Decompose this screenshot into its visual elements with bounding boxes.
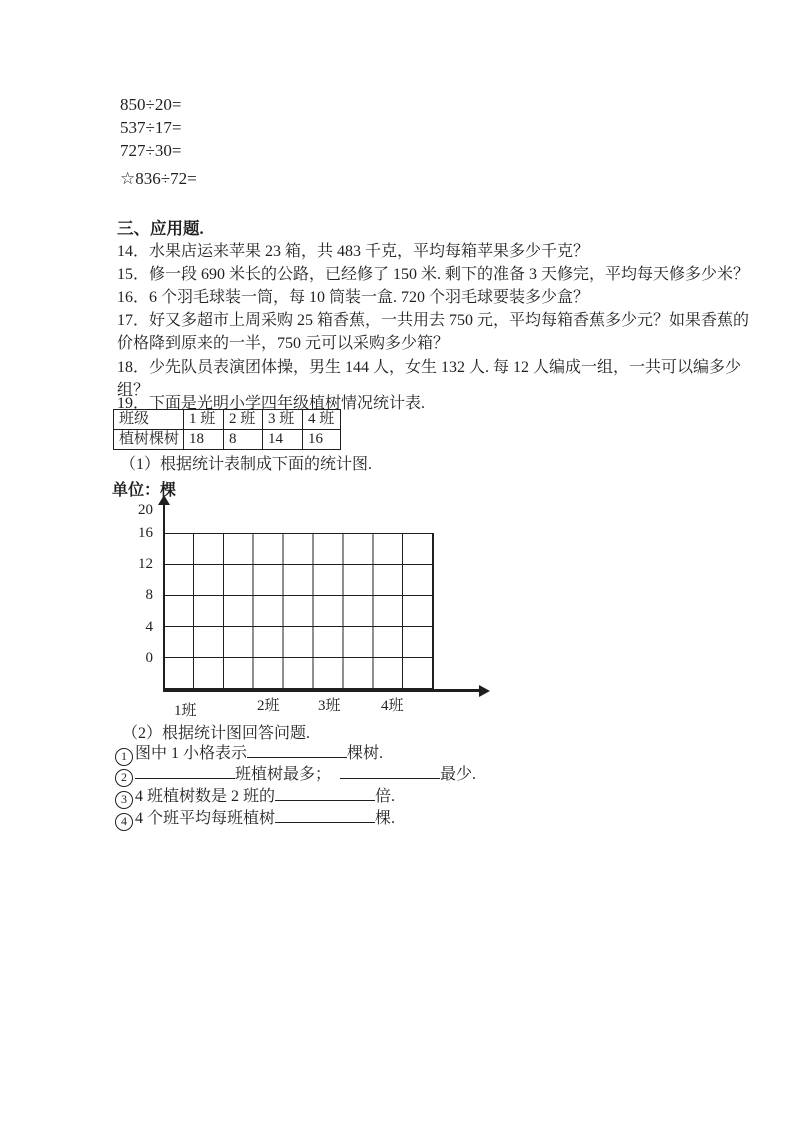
- circled-number-icon: 3: [115, 791, 133, 809]
- tree-planting-table: [113, 409, 341, 450]
- table-cell: 1 班: [184, 410, 224, 430]
- y-tick-8: 8: [145, 587, 153, 603]
- table-cell: 8: [224, 430, 263, 450]
- x-axis-arrow-icon: [479, 685, 490, 697]
- question-4-suffix: 棵.: [375, 810, 396, 827]
- x-axis: [163, 689, 480, 692]
- circled-number-icon: 1: [115, 748, 133, 766]
- y-tick-20: 20: [138, 502, 153, 518]
- table-cell: 植树棵树: [114, 430, 184, 450]
- x-label-class1: 1班: [174, 703, 197, 719]
- answer-blank: [275, 808, 375, 823]
- problem-19: 19．下面是光明小学四年级植树情况统计表.: [117, 395, 426, 412]
- table-data-row: [114, 430, 341, 450]
- circled-number-icon: 2: [115, 769, 133, 787]
- problem-18-line1: 18．少先队员表演团体操，男生 144 人，女生 132 人. 每 12 人编成一组，一共可以编多少: [117, 359, 742, 376]
- equation-1: 850÷20=: [120, 95, 182, 114]
- question-3: [115, 785, 395, 809]
- question-4: [115, 807, 395, 831]
- question-1-text: 图中 1 小格表示: [135, 745, 248, 762]
- answer-blank: [340, 764, 440, 779]
- y-tick-12: 12: [138, 556, 153, 572]
- problem-14: 14．水果店运来苹果 23 箱，共 483 千克，平均每箱苹果多少千克？: [117, 243, 590, 260]
- table-cell: 4 班: [303, 410, 341, 430]
- question-2-suffix: 最少.: [440, 766, 477, 783]
- problem-17-line2: 价格降到原来的一半，750 元可以采购多少箱？: [117, 335, 450, 352]
- table-cell: 16: [303, 430, 341, 450]
- answer-blank: [275, 786, 375, 801]
- problem-16: 16．6 个羽毛球装一筒，每 10 筒装一盒. 720 个羽毛球要装多少盒？: [117, 289, 590, 306]
- question-4-text: 4 个班平均每班植树: [135, 810, 276, 827]
- equation-list: [120, 93, 181, 162]
- question-2: [115, 763, 476, 787]
- chart-grid: [163, 533, 434, 690]
- table-header-row: [114, 410, 341, 430]
- y-tick-4: 4: [145, 619, 153, 635]
- question-3-suffix: 倍.: [375, 788, 396, 805]
- question-2-text: 班植树最多；: [235, 766, 332, 783]
- equation-3: 727÷30=: [120, 141, 182, 160]
- table-cell: 2 班: [224, 410, 263, 430]
- answer-blank: [247, 743, 347, 758]
- equation-2: 537÷17=: [120, 118, 182, 137]
- problem-15: 15．修一段 690 米长的公路，已经修了 150 米. 剩下的准备 3 天修完，平均每天修多少米？: [117, 266, 750, 283]
- problem-17-line1: 17．好又多超市上周采购 25 箱香蕉，一共用去 750 元，平均每箱香蕉多少元？如果香蕉的: [117, 312, 750, 329]
- problem-18-line2: 组？: [117, 382, 150, 399]
- x-label-class4: 4班: [381, 698, 404, 714]
- chart-instruction: （1）根据统计表制成下面的统计图.: [120, 456, 373, 473]
- y-tick-0: 0: [145, 650, 153, 666]
- table-cell: 班级: [114, 410, 184, 430]
- y-tick-16: 16: [138, 525, 153, 541]
- x-label-class3: 3班: [318, 698, 341, 714]
- questions-instruction: （2）根据统计图回答问题.: [122, 725, 311, 742]
- equation-starred: ☆836÷72=: [120, 169, 197, 188]
- question-3-text: 4 班植树数是 2 班的: [135, 788, 276, 805]
- question-1-suffix: 棵树.: [347, 745, 384, 762]
- circled-number-icon: 4: [115, 813, 133, 831]
- table-cell: 3 班: [263, 410, 303, 430]
- x-label-class2: 2班: [257, 698, 280, 714]
- chart-unit-label: 单位：棵: [112, 482, 177, 499]
- table-cell: 18: [184, 430, 224, 450]
- answer-blank: [135, 764, 235, 779]
- table-cell: 14: [263, 430, 303, 450]
- section-title: 三、应用题.: [117, 219, 204, 238]
